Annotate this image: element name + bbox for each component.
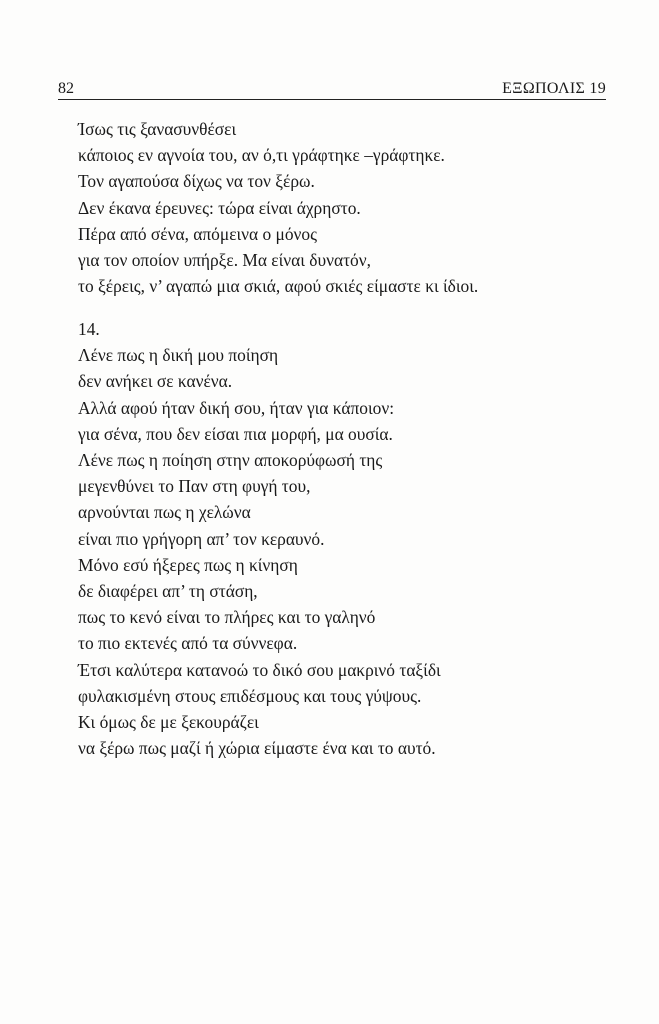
- poem-line: αρνούνται πως η χελώνα: [78, 502, 251, 523]
- poem-line: το ξέρεις, ν’ αγαπώ μια σκιά, αφού σκιές είμαστε κι ίδιοι.: [78, 276, 479, 297]
- poem-line: Λένε πως η δική μου ποίηση: [78, 345, 279, 366]
- poem-line: κάποιος εν αγνοία του, αν ό,τι γράφτηκε –γράφτηκε.: [78, 145, 445, 166]
- poem-line: φυλακισμένη στους επιδέσμους και τους γύψους.: [78, 685, 422, 706]
- poem-line: Πέρα από σένα, απόμεινα ο μόνος: [78, 223, 318, 244]
- header-rule: [58, 99, 606, 100]
- poem-line: Έτσι καλύτερα κατανοώ το δικό σου μακρινό ταξίδι: [78, 659, 441, 680]
- page-header: [58, 78, 606, 100]
- poem-line: Ίσως τις ξανασυνθέσει: [78, 119, 237, 139]
- poem-line: πως το κενό είναι το πλήρες και το γαληνό: [78, 607, 376, 628]
- poem-line: το πιο εκτενές από τα σύννεφα.: [78, 633, 298, 654]
- poem-line: είναι πιο γρήγορη απ’ τον κεραυνό.: [78, 528, 325, 549]
- poem-line: να ξέρω πως μαζί ή χώρια είμαστε ένα και το αυτό.: [78, 738, 436, 759]
- page-number: 82: [58, 80, 74, 97]
- poem-line: για σένα, που δεν είσαι πια μορφή, μα ουσία.: [78, 423, 393, 444]
- poem-section: [78, 316, 441, 761]
- poem-line: μεγενθύνει το Παν στη φυγή του,: [78, 476, 311, 497]
- poem-line: Κι όμως δε με ξεκουράζει: [78, 712, 259, 733]
- poem-line: για τον οποίον υπήρξε. Μα είναι δυνατόν,: [78, 250, 371, 271]
- poem-line: Δεν έκανα έρευνες: τώρα είναι άχρηστο.: [78, 197, 361, 218]
- poem-line: Τον αγαπούσα δίχως να τον ξέρω.: [78, 171, 315, 192]
- poem-line: Αλλά αφού ήταν δική σου, ήταν για κάποιον:: [78, 397, 395, 418]
- poem-stanza: [78, 116, 478, 299]
- poem-line: δε διαφέρει απ’ τη στάση,: [78, 581, 258, 602]
- section-number: 14.: [78, 319, 100, 339]
- poem-line: Λένε πως η ποίηση στην αποκορύφωσή της: [78, 450, 383, 471]
- running-title: ΕΞΩΠΟΛΙΣ 19: [502, 80, 606, 97]
- poem-line: δεν ανήκει σε κανένα.: [78, 371, 233, 392]
- poem-line: Μόνο εσύ ήξερες πως η κίνηση: [78, 554, 298, 575]
